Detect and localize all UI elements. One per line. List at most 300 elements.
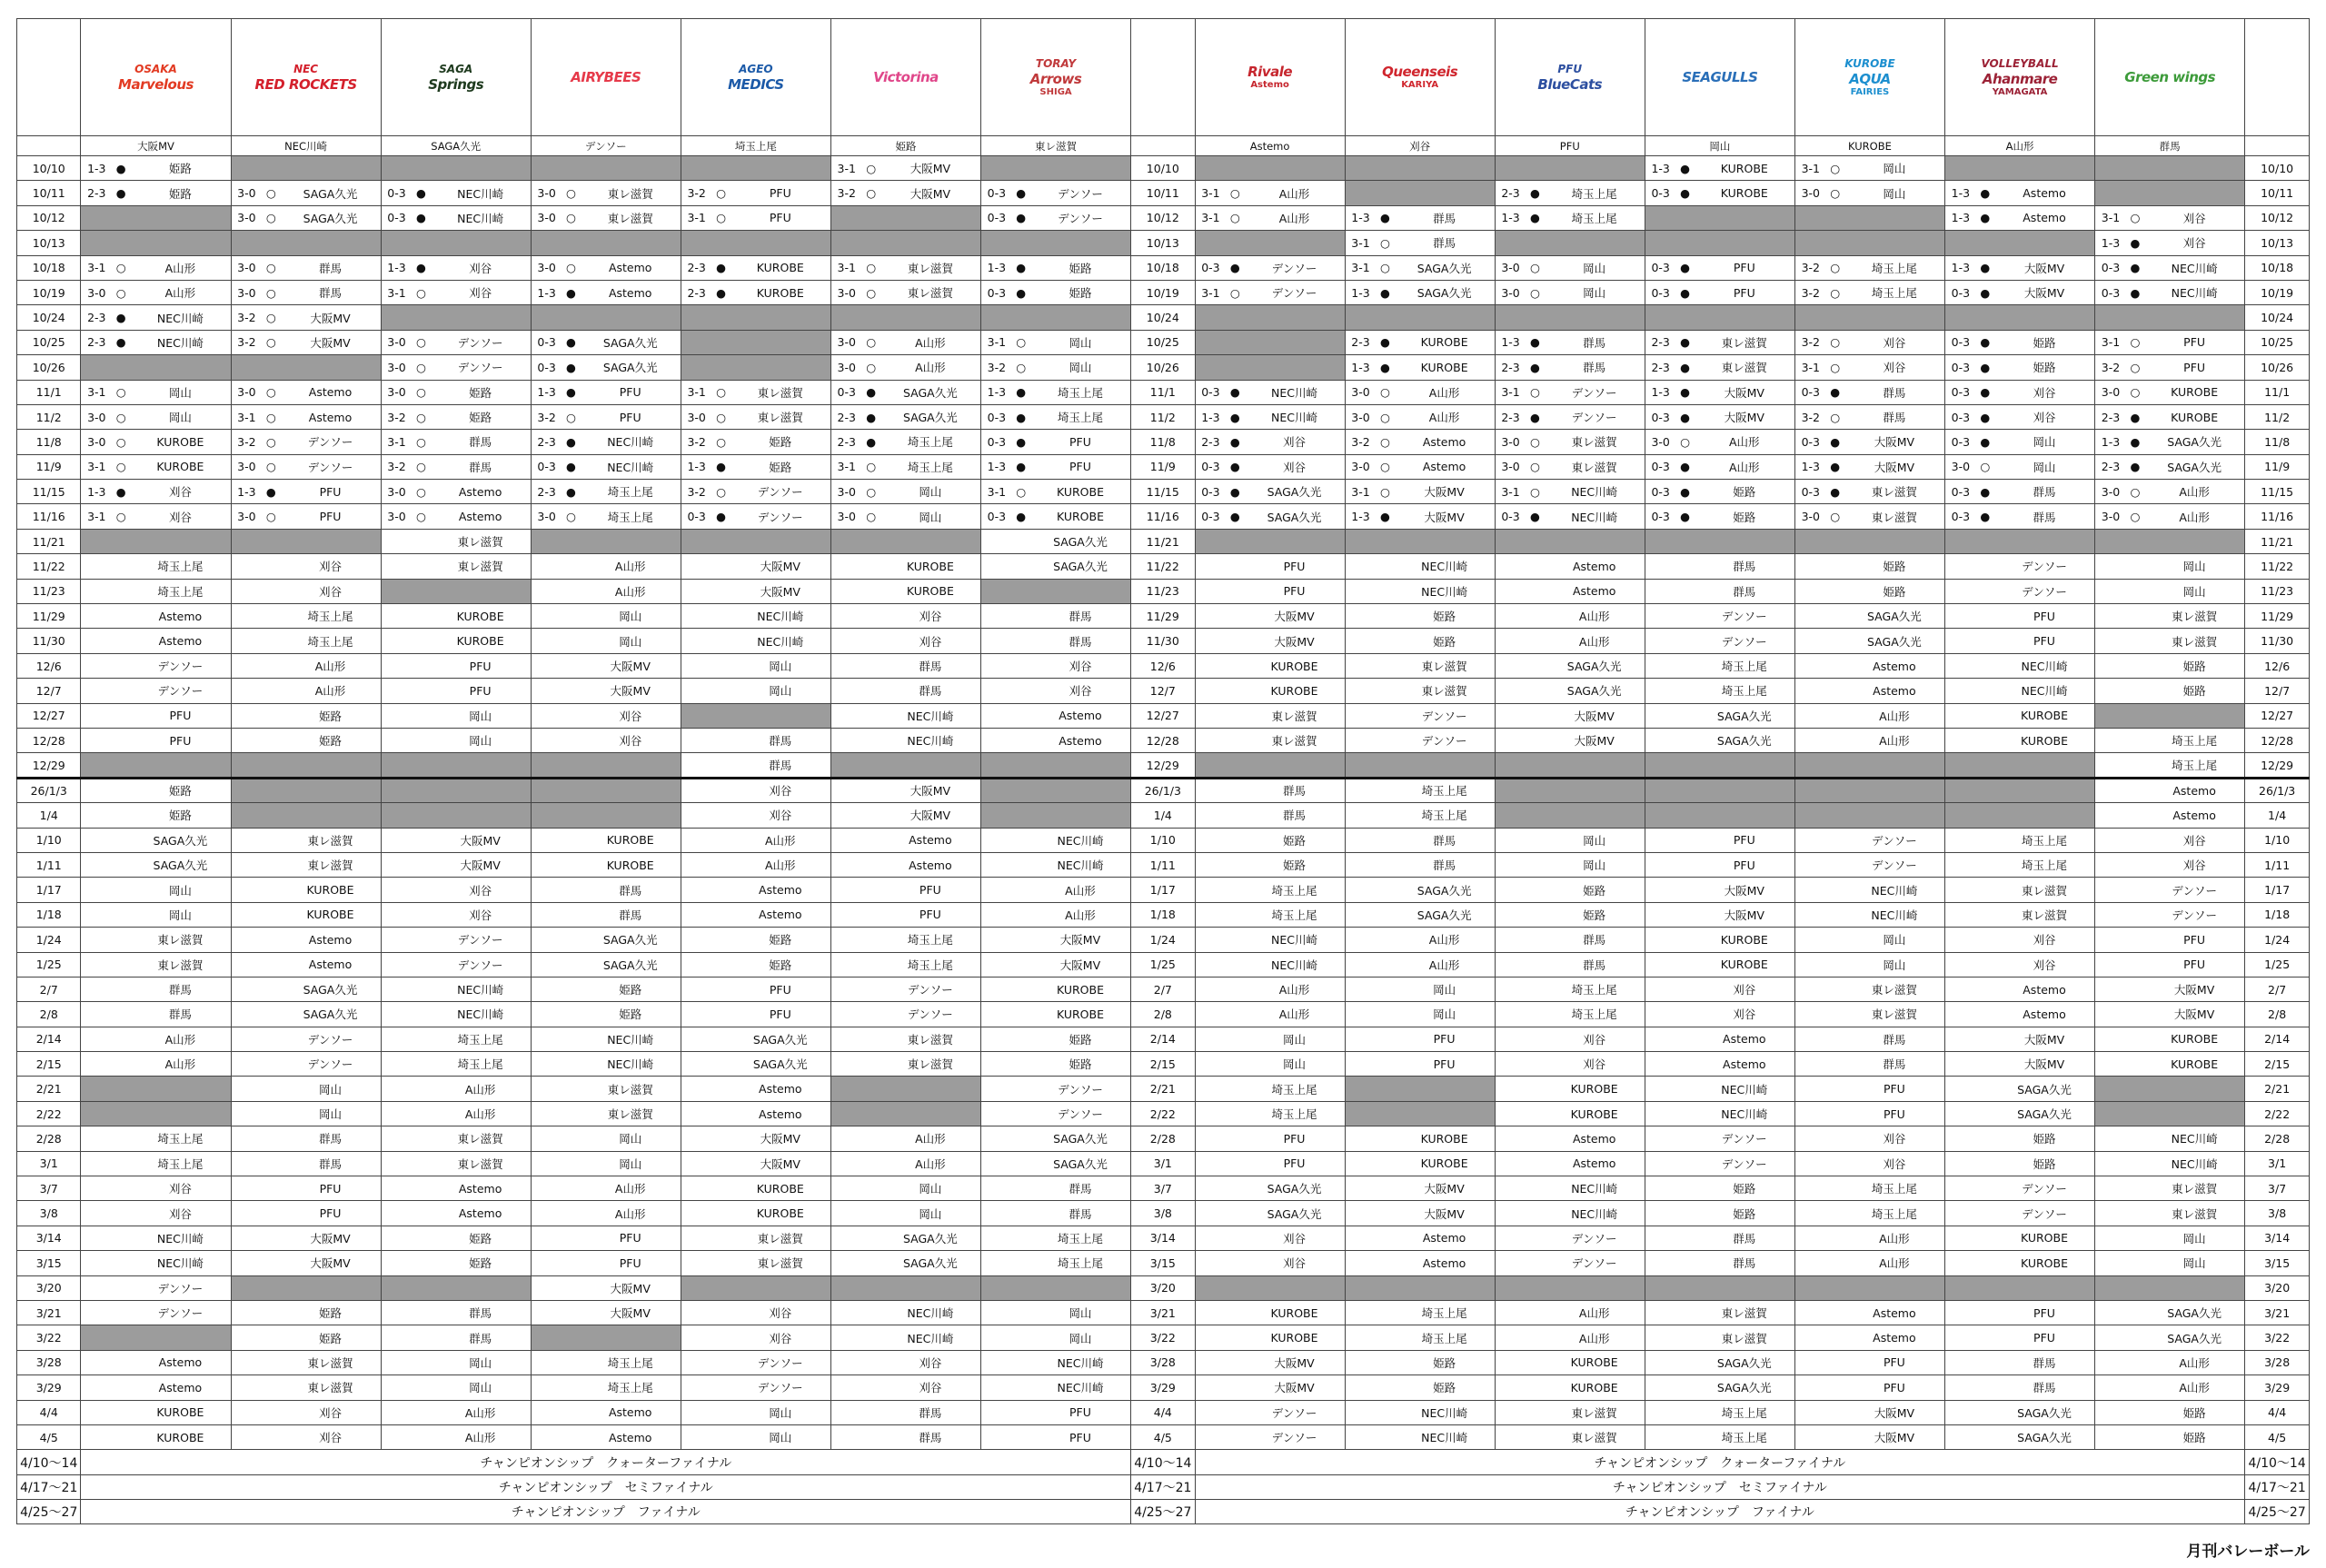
opponent: NEC川崎: [731, 629, 831, 653]
team-logo-right-0: [1195, 19, 1345, 136]
win-mark: ○: [412, 355, 430, 380]
opponent: デンソー: [880, 977, 981, 1001]
result-mark: [712, 1251, 731, 1275]
loss-mark: ●: [112, 480, 130, 504]
no-match-cell: [880, 1101, 981, 1126]
result-mark: [1376, 1375, 1394, 1400]
result-mark: [1012, 1126, 1030, 1151]
no-match-cell: [712, 355, 731, 380]
result-mark: [1826, 1101, 1844, 1126]
opponent: 埼玉上尾: [1844, 280, 1945, 304]
opponent: 埼玉上尾: [1394, 803, 1495, 828]
result-mark: [862, 554, 880, 579]
match-score: 3-2: [980, 355, 1011, 380]
result-mark: [1376, 1300, 1394, 1325]
match-score: [1645, 1350, 1675, 1374]
match-score: [681, 1251, 711, 1275]
loss-mark: ●: [1376, 205, 1394, 230]
opponent: 岡山: [430, 1350, 531, 1374]
opponent: Astemo: [280, 928, 381, 952]
match-score: [81, 1251, 112, 1275]
match-score: 2-3: [81, 330, 112, 354]
no-match-cell: [1695, 205, 1795, 230]
match-score: [381, 1350, 412, 1374]
no-match-cell: [1244, 330, 1345, 354]
no-match-cell: [1794, 753, 1825, 778]
loss-mark: ●: [1226, 404, 1244, 429]
opponent: 刈谷: [880, 1375, 981, 1400]
opponent: 大阪MV: [1244, 604, 1345, 629]
opponent: 群馬: [1844, 1027, 1945, 1051]
match-date: 1/25: [2245, 952, 2310, 977]
no-match-cell: [1545, 231, 1645, 255]
match-date: 11/29: [1131, 604, 1195, 629]
no-match-cell: [130, 1325, 231, 1350]
opponent: 東レ滋賀: [280, 1350, 381, 1374]
win-mark: ○: [1526, 380, 1544, 404]
match-score: 1-3: [1945, 205, 1976, 230]
result-mark: [262, 1151, 280, 1176]
match-score: [980, 902, 1011, 927]
loss-mark: ●: [1376, 280, 1394, 304]
opponent: 東レ滋賀: [880, 255, 981, 280]
opponent: NEC川崎: [1545, 480, 1645, 504]
match-date: 2/8: [1131, 1002, 1195, 1027]
match-score: [81, 554, 112, 579]
match-score: [1345, 554, 1376, 579]
no-match-cell: [1545, 305, 1645, 330]
no-match-cell: [412, 803, 430, 828]
opponent: SAGA久光: [1545, 679, 1645, 703]
result-mark: [1376, 952, 1394, 977]
match-score: 2-3: [2095, 404, 2126, 429]
match-score: [531, 1201, 562, 1226]
schedule-row: [17, 1151, 2310, 1176]
no-match-cell: [381, 1275, 412, 1300]
opponent: 埼玉上尾: [581, 1350, 681, 1374]
match-date: 3/28: [17, 1350, 81, 1374]
result-mark: [562, 1101, 580, 1126]
opponent: 姫路: [1030, 255, 1131, 280]
opponent: NEC川崎: [1844, 878, 1945, 902]
no-match-cell: [1695, 1275, 1795, 1300]
opponent: デンソー: [430, 355, 531, 380]
result-mark: [1676, 1226, 1695, 1250]
result-mark: [2126, 579, 2144, 603]
opponent: PFU: [731, 1002, 831, 1027]
match-date: 3/20: [17, 1275, 81, 1300]
match-score: 3-0: [81, 430, 112, 454]
no-match-cell: [2144, 1275, 2245, 1300]
opponent: 刈谷: [1030, 679, 1131, 703]
result-mark: [1526, 1126, 1544, 1151]
result-mark: [562, 604, 580, 629]
match-score: [1495, 928, 1526, 952]
result-mark: [2126, 952, 2144, 977]
opponent: NEC川崎: [130, 330, 231, 354]
match-date: 10/18: [1131, 255, 1195, 280]
opponent: KUROBE: [280, 878, 381, 902]
opponent: 姫路: [731, 454, 831, 479]
match-score: [381, 1002, 412, 1027]
result-mark: [1826, 852, 1844, 877]
opponent: 岡山: [581, 604, 681, 629]
opponent: デンソー: [1545, 1251, 1645, 1275]
opponent: 群馬: [1244, 778, 1345, 802]
result-mark: [1376, 604, 1394, 629]
opponent: 姫路: [2144, 1424, 2245, 1449]
opponent: 埼玉上尾: [880, 430, 981, 454]
opponent: 埼玉上尾: [1844, 255, 1945, 280]
opponent: 刈谷: [880, 604, 981, 629]
no-match-cell: [731, 156, 831, 181]
opponent: 刈谷: [280, 579, 381, 603]
match-score: [1495, 604, 1526, 629]
opponent: 東レ滋賀: [2144, 604, 2245, 629]
result-mark: [712, 604, 731, 629]
opponent: SAGA久光: [1844, 604, 1945, 629]
opponent: Astemo: [1030, 703, 1131, 728]
championship-date: 4/10～14: [1131, 1450, 1195, 1474]
opponent: SAGA久光: [280, 1002, 381, 1027]
win-mark: ○: [262, 430, 280, 454]
loss-mark: ●: [1226, 480, 1244, 504]
opponent: 群馬: [1030, 1176, 1131, 1201]
match-score: [1645, 1400, 1675, 1424]
result-mark: [1976, 604, 1994, 629]
opponent: 岡山: [130, 878, 231, 902]
match-date: 1/25: [17, 952, 81, 977]
match-score: [1495, 852, 1526, 877]
match-score: [980, 1400, 1011, 1424]
result-mark: [862, 1201, 880, 1226]
opponent: SAGA久光: [1994, 1101, 2095, 1126]
result-mark: [112, 703, 130, 728]
opponent: 大阪MV: [1994, 1027, 2095, 1051]
result-mark: [1376, 1251, 1394, 1275]
schedule-row: [17, 1251, 2310, 1275]
match-score: [1195, 803, 1226, 828]
match-score: 3-0: [830, 280, 861, 304]
no-match-cell: [231, 753, 262, 778]
match-score: [830, 1126, 861, 1151]
no-match-cell: [980, 305, 1011, 330]
opponent: 東レ滋賀: [1244, 728, 1345, 752]
opponent: 岡山: [1545, 255, 1645, 280]
no-match-cell: [562, 231, 580, 255]
opponent: 大阪MV: [1844, 1424, 1945, 1449]
opponent: 群馬: [280, 280, 381, 304]
win-mark: ○: [1376, 480, 1394, 504]
opponent: 大阪MV: [1244, 1350, 1345, 1374]
result-mark: [1376, 703, 1394, 728]
schedule-row: [17, 380, 2310, 404]
no-match-cell: [531, 803, 562, 828]
championship-label: チャンピオンシップ クォーターファイナル: [1195, 1450, 2245, 1474]
opponent: 大阪MV: [1695, 878, 1795, 902]
match-score: [681, 579, 711, 603]
match-score: 0-3: [1945, 330, 1976, 354]
opponent: 姫路: [1844, 579, 1945, 603]
result-mark: [1376, 1151, 1394, 1176]
no-match-cell: [412, 305, 430, 330]
match-score: [681, 1052, 711, 1077]
no-match-cell: [1495, 529, 1526, 553]
team-name: 群馬: [2095, 136, 2245, 156]
result-mark: [712, 803, 731, 828]
match-score: [830, 1052, 861, 1077]
opponent: 埼玉上尾: [1994, 852, 2095, 877]
no-match-cell: [862, 1077, 880, 1101]
result-mark: [1226, 629, 1244, 653]
no-match-cell: [1195, 355, 1226, 380]
result-mark: [1012, 1300, 1030, 1325]
opponent: SAGA久光: [581, 330, 681, 354]
opponent: 埼玉上尾: [1030, 380, 1131, 404]
result-mark: [712, 1077, 731, 1101]
match-score: [531, 579, 562, 603]
match-score: 3-2: [830, 181, 861, 205]
team-logo: [1645, 19, 1794, 135]
opponent: 刈谷: [880, 1350, 981, 1374]
match-score: 1-3: [980, 255, 1011, 280]
match-score: [1945, 1350, 1976, 1374]
match-score: [1945, 1424, 1976, 1449]
match-score: [1345, 1424, 1376, 1449]
match-score: [531, 1027, 562, 1051]
win-mark: ○: [1376, 255, 1394, 280]
match-date: 10/11: [17, 181, 81, 205]
opponent: 東レ滋賀: [1545, 454, 1645, 479]
match-score: [980, 1226, 1011, 1250]
opponent: 群馬: [1545, 355, 1645, 380]
no-match-cell: [231, 355, 262, 380]
match-score: [2095, 1424, 2126, 1449]
no-match-cell: [581, 529, 681, 553]
opponent: NEC川崎: [581, 430, 681, 454]
match-score: [980, 1151, 1011, 1176]
match-date: 11/9: [1131, 454, 1195, 479]
no-match-cell: [1976, 305, 1994, 330]
match-score: 3-0: [381, 355, 412, 380]
match-score: [681, 1350, 711, 1374]
result-mark: [1526, 1251, 1544, 1275]
match-score: [980, 977, 1011, 1001]
opponent: NEC川崎: [430, 205, 531, 230]
match-score: [1945, 1101, 1976, 1126]
opponent: 姫路: [280, 1325, 381, 1350]
no-match-cell: [112, 753, 130, 778]
match-score: 3-1: [1495, 380, 1526, 404]
no-match-cell: [130, 355, 231, 380]
opponent: Astemo: [1030, 728, 1131, 752]
no-match-cell: [381, 305, 412, 330]
corner-cell: [2245, 136, 2310, 156]
result-mark: [1526, 1101, 1544, 1126]
match-score: [1794, 554, 1825, 579]
no-match-cell: [862, 1101, 880, 1126]
win-mark: ○: [112, 380, 130, 404]
match-score: [1195, 778, 1226, 802]
match-score: [1495, 1424, 1526, 1449]
result-mark: [1012, 977, 1030, 1001]
schedule-row: [17, 579, 2310, 603]
win-mark: ○: [412, 454, 430, 479]
opponent: 姫路: [130, 181, 231, 205]
result-mark: [262, 728, 280, 752]
match-score: 1-3: [1794, 454, 1825, 479]
no-match-cell: [1195, 330, 1226, 354]
no-match-cell: [2126, 529, 2144, 553]
match-score: [681, 629, 711, 653]
match-date: 11/23: [17, 579, 81, 603]
match-score: [1495, 1350, 1526, 1374]
opponent: 姫路: [430, 380, 531, 404]
result-mark: [712, 952, 731, 977]
result-mark: [412, 1424, 430, 1449]
result-mark: [1976, 1300, 1994, 1325]
result-mark: [262, 1350, 280, 1374]
match-score: [81, 1275, 112, 1300]
result-mark: [1676, 1300, 1695, 1325]
opponent: 東レ滋賀: [430, 554, 531, 579]
logo-text-top: OSAKA: [134, 62, 177, 75]
championship-date: 4/17～21: [2245, 1474, 2310, 1499]
result-mark: [2126, 1002, 2144, 1027]
match-score: [2095, 1201, 2126, 1226]
result-mark: [1676, 1350, 1695, 1374]
result-mark: [1976, 579, 1994, 603]
result-mark: [1526, 653, 1544, 678]
opponent: A山形: [1244, 1002, 1345, 1027]
match-score: 3-0: [830, 480, 861, 504]
match-score: 0-3: [531, 355, 562, 380]
result-mark: [1976, 629, 1994, 653]
match-score: [1645, 1052, 1675, 1077]
match-score: [81, 1002, 112, 1027]
opponent: 姫路: [2144, 1400, 2245, 1424]
no-match-cell: [2126, 305, 2144, 330]
match-score: [81, 679, 112, 703]
match-score: 0-3: [381, 181, 412, 205]
match-score: 3-0: [1495, 454, 1526, 479]
opponent: 埼玉上尾: [130, 1151, 231, 1176]
match-score: [1794, 1226, 1825, 1250]
result-mark: [1376, 653, 1394, 678]
result-mark: [712, 1325, 731, 1350]
match-date: 11/23: [2245, 579, 2310, 603]
result-mark: [712, 1400, 731, 1424]
result-mark: [112, 852, 130, 877]
no-match-cell: [1012, 1275, 1030, 1300]
result-mark: [562, 1002, 580, 1027]
result-mark: [1376, 1400, 1394, 1424]
no-match-cell: [280, 753, 381, 778]
no-match-cell: [2126, 1077, 2144, 1101]
match-score: 3-2: [381, 404, 412, 429]
match-date: 10/13: [2245, 231, 2310, 255]
opponent: 岡山: [1244, 1052, 1345, 1077]
match-score: 0-3: [1645, 404, 1675, 429]
match-score: [2095, 1027, 2126, 1051]
match-score: 0-3: [1195, 480, 1226, 504]
result-mark: [1012, 1176, 1030, 1201]
win-mark: ○: [862, 454, 880, 479]
match-date: 11/15: [1131, 480, 1195, 504]
opponent: PFU: [1244, 1126, 1345, 1151]
match-score: 2-3: [1645, 355, 1675, 380]
no-match-cell: [980, 803, 1011, 828]
result-mark: [112, 928, 130, 952]
match-date: 11/21: [17, 529, 81, 553]
result-mark: [712, 1201, 731, 1226]
opponent: 岡山: [1545, 828, 1645, 852]
championship-label: チャンピオンシップ ファイナル: [81, 1500, 1131, 1524]
opponent: デンソー: [2144, 878, 2245, 902]
loss-mark: ●: [1976, 255, 1994, 280]
match-score: [1345, 902, 1376, 927]
opponent: KUROBE: [581, 852, 681, 877]
match-score: 3-0: [231, 504, 262, 529]
corner-cell: [1131, 19, 1195, 136]
result-mark: [2126, 1027, 2144, 1051]
no-match-cell: [1945, 778, 1976, 802]
opponent: Astemo: [1695, 1052, 1795, 1077]
result-mark: [112, 828, 130, 852]
opponent: 刈谷: [581, 728, 681, 752]
no-match-cell: [2095, 305, 2126, 330]
match-score: [1945, 952, 1976, 977]
opponent: デンソー: [1994, 579, 2095, 603]
opponent: 群馬: [1695, 1251, 1795, 1275]
win-mark: ○: [262, 181, 280, 205]
match-score: [381, 1126, 412, 1151]
result-mark: [1226, 977, 1244, 1001]
result-mark: [1526, 878, 1544, 902]
match-score: [231, 728, 262, 752]
match-score: 3-1: [2095, 205, 2126, 230]
team-name: SAGA久光: [381, 136, 531, 156]
result-mark: [2126, 1325, 2144, 1350]
no-match-cell: [81, 355, 112, 380]
result-mark: [562, 952, 580, 977]
opponent: Astemo: [1844, 1300, 1945, 1325]
match-score: [681, 1400, 711, 1424]
match-score: [1945, 878, 1976, 902]
opponent: 岡山: [1994, 430, 2095, 454]
win-mark: ○: [712, 430, 731, 454]
schedule-row: [17, 156, 2310, 181]
match-score: 3-1: [381, 280, 412, 304]
match-score: [1794, 604, 1825, 629]
opponent: PFU: [880, 878, 981, 902]
result-mark: [1676, 928, 1695, 952]
team-name: PFU: [1495, 136, 1645, 156]
opponent: デンソー: [280, 430, 381, 454]
opponent: KUROBE: [2144, 1027, 2245, 1051]
match-score: [681, 728, 711, 752]
no-match-cell: [1645, 205, 1675, 230]
opponent: Astemo: [2144, 778, 2245, 802]
result-mark: [1676, 579, 1695, 603]
logo-text-bottom: SHIGA: [1039, 86, 1072, 97]
opponent: 大阪MV: [1394, 480, 1495, 504]
no-match-cell: [562, 753, 580, 778]
no-match-cell: [1945, 1275, 1976, 1300]
opponent: 刈谷: [880, 629, 981, 653]
match-score: [531, 1226, 562, 1250]
no-match-cell: [262, 778, 280, 802]
